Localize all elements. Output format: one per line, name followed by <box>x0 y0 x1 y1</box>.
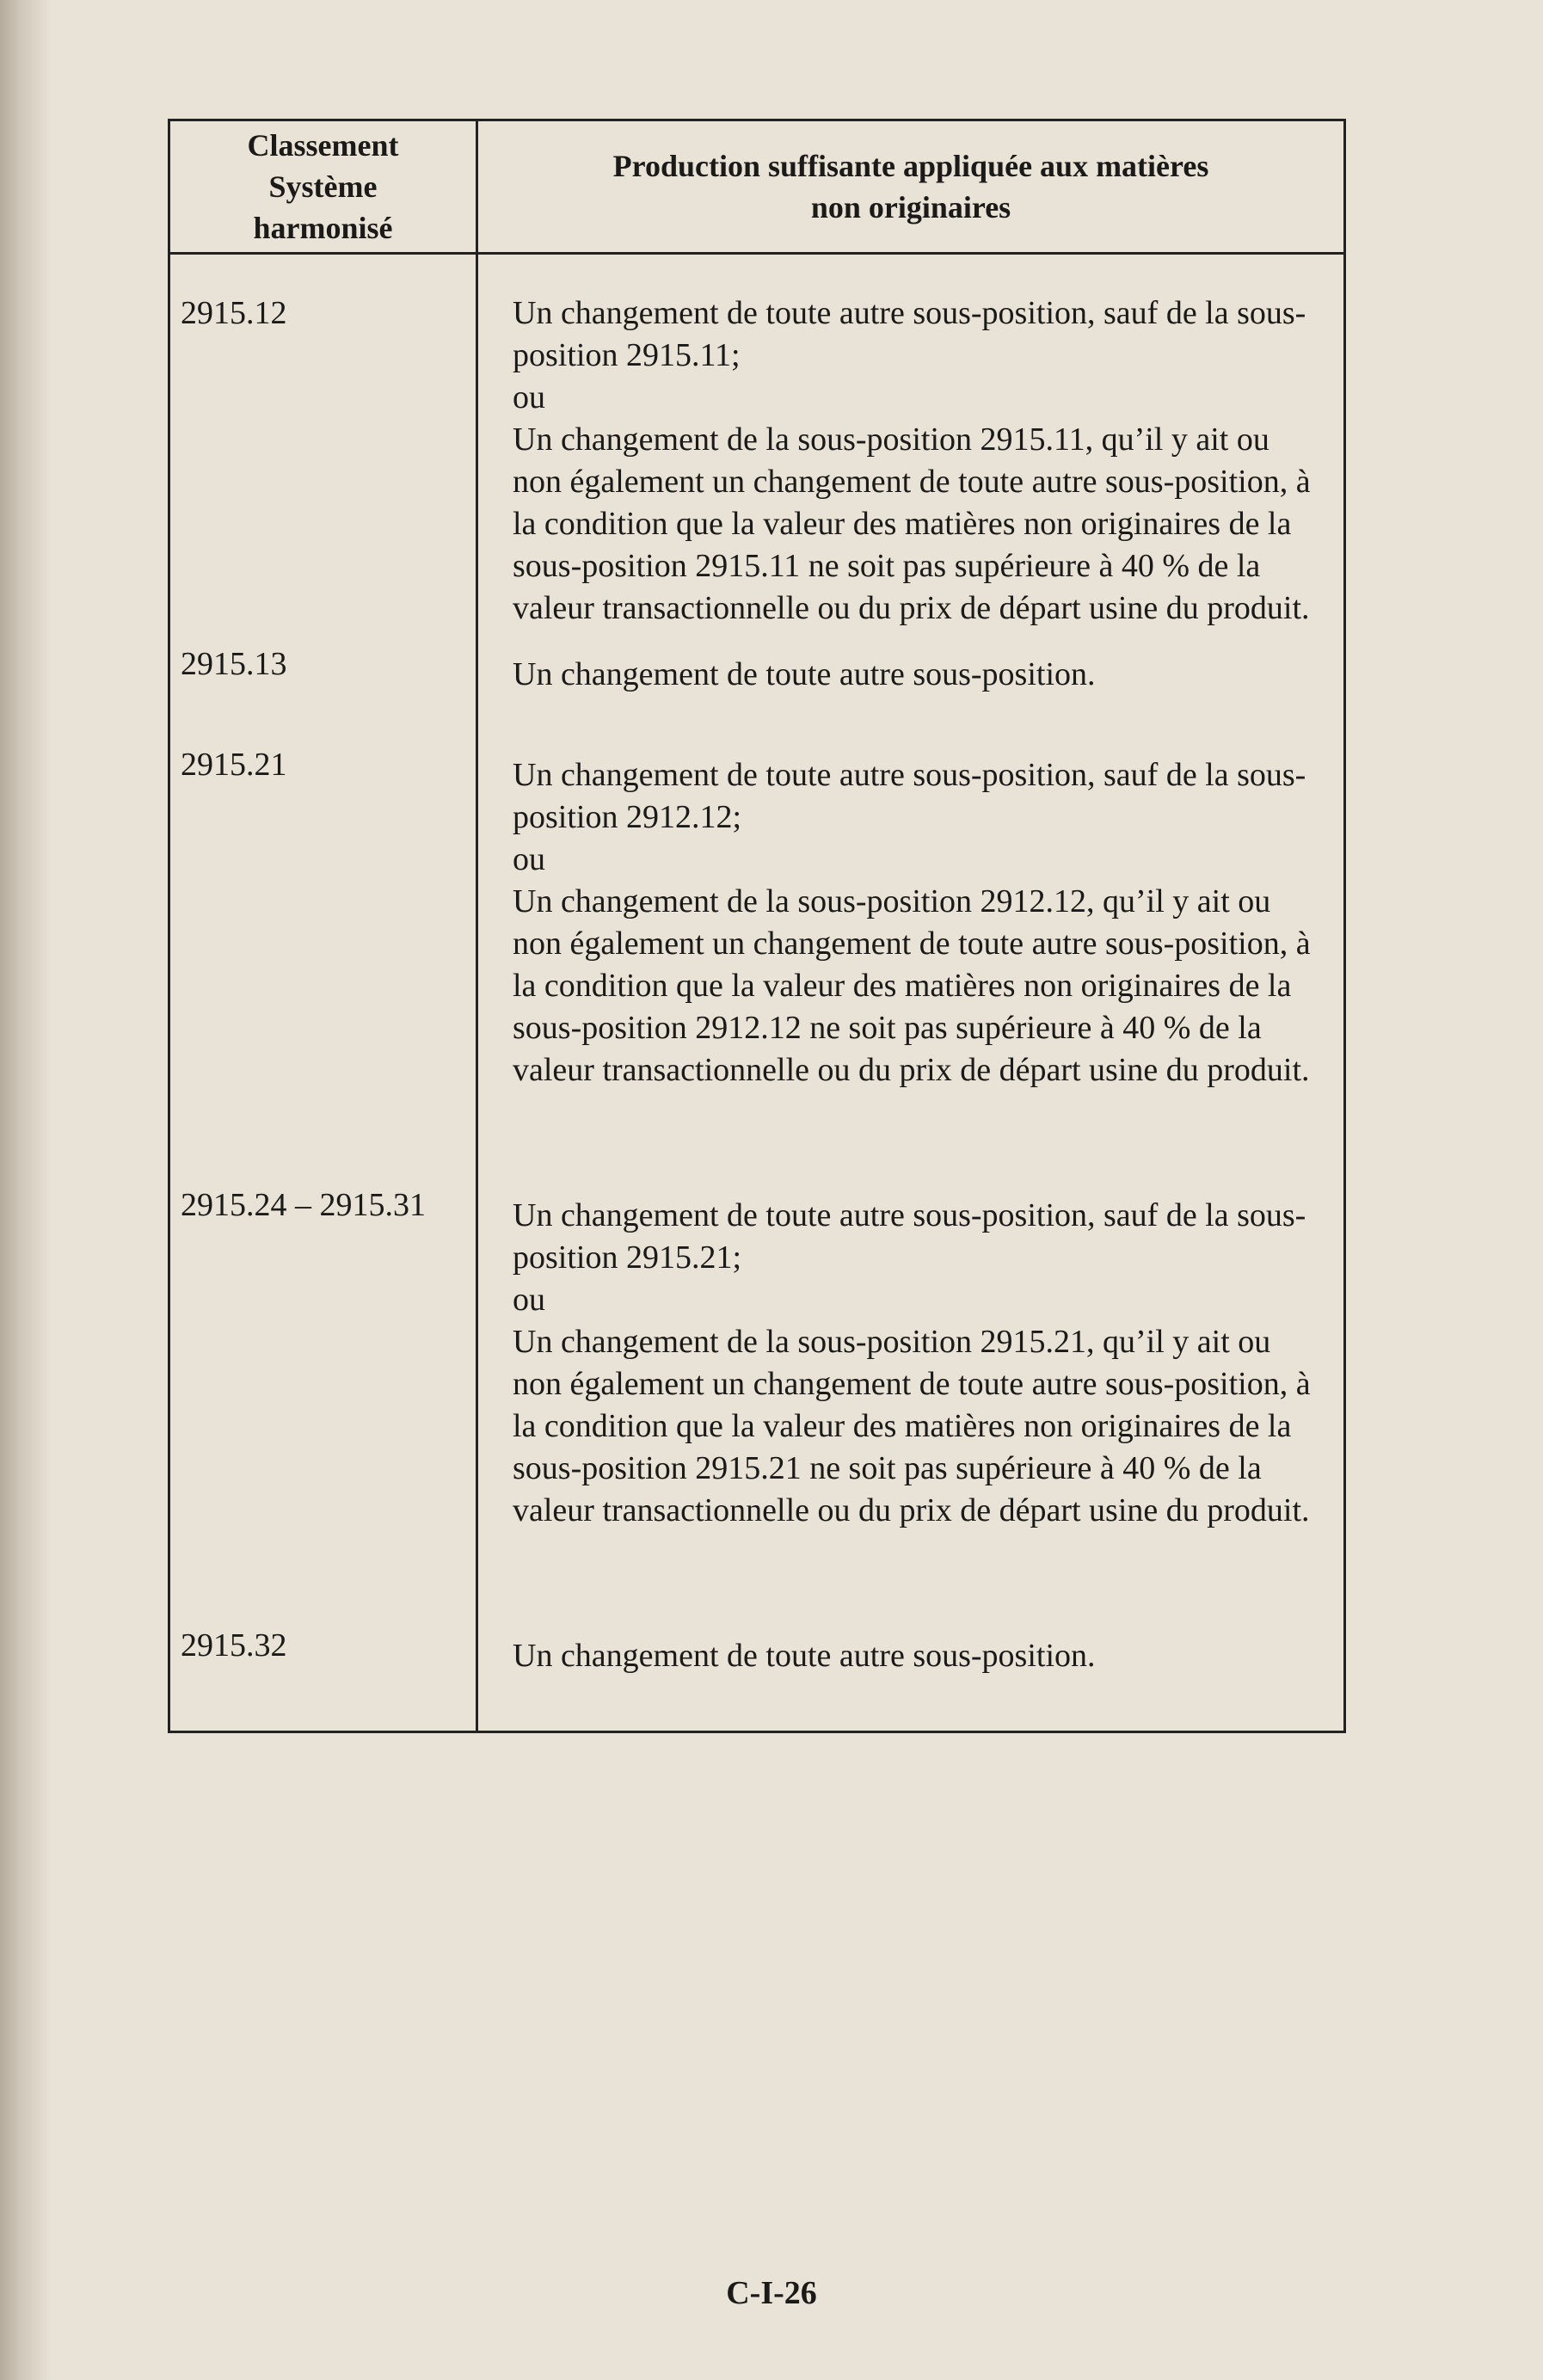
rule-text <box>477 254 1345 637</box>
header-rule-line: Production suffisante appliquée aux matières <box>612 149 1209 183</box>
rule-paragraph: Un changement de la sous-position 2915.21, qu’il y ait ou non également un changement de toute autre sous-position, à la condition que la valeur des matières non originaires de la sous-position 2915.21 ne soit pas supérieure à 40 % de la valeur transactionnelle ou du prix de départ usine du produit. <box>513 1323 1311 1528</box>
rule-text <box>477 1178 1345 1618</box>
rule-conjunction: ou <box>513 840 545 877</box>
table-row <box>169 737 1345 1178</box>
rule-text <box>477 737 1345 1178</box>
header-rule-line: non originaires <box>810 190 1011 224</box>
hs-code: 2915.13 <box>169 637 477 737</box>
header-classification <box>169 120 477 254</box>
rule-paragraph: Un changement de la sous-position 2912.12, qu’il y ait ou non également un changement de toute autre sous-position, à la condition que la valeur des matières non originaires de la sous-position 2912.12 ne soit pas supérieure à 40 % de la valeur transactionnelle ou du prix de départ usine du produit. <box>513 883 1311 1088</box>
binding-shadow <box>0 0 52 2380</box>
rule-paragraph: Un changement de toute autre sous-position. <box>513 655 1096 692</box>
rule-paragraph: Un changement de toute autre sous-position, sauf de la sous-position 2915.21; <box>513 1196 1306 1276</box>
rule-text <box>477 1618 1345 1732</box>
header-classification-line: Système <box>268 169 378 204</box>
hs-code: 2915.12 <box>169 254 477 637</box>
hs-code: 2915.24 – 2915.31 <box>169 1178 477 1618</box>
rules-of-origin-table <box>168 119 1346 1733</box>
rule-paragraph: Un changement de toute autre sous-position, sauf de la sous-position 2912.12; <box>513 756 1306 835</box>
rule-text <box>477 637 1345 737</box>
rule-paragraph: Un changement de toute autre sous-position, sauf de la sous-position 2915.11; <box>513 295 1306 373</box>
rule-paragraph: Un changement de toute autre sous-position. <box>513 1637 1096 1674</box>
header-classification-line: Classement <box>247 128 399 163</box>
table-header-row <box>169 120 1345 254</box>
rule-conjunction: ou <box>513 1281 545 1318</box>
header-rule <box>477 120 1345 254</box>
table-row <box>169 1618 1345 1732</box>
table-row <box>169 1178 1345 1618</box>
table-row <box>169 637 1345 737</box>
header-classification-line: harmonisé <box>253 211 393 245</box>
hs-code: 2915.21 <box>169 737 477 1178</box>
rule-conjunction: ou <box>513 379 545 415</box>
rule-paragraph: Un changement de la sous-position 2915.11, qu’il y ait ou non également un changement de toute autre sous-position, à la condition que la valeur des matières non originaires de la sous-position 2915.11 ne soit pas supérieure à 40 % de la valeur transactionnelle ou du prix de départ usine du produit. <box>513 421 1311 626</box>
page-number: C-I-26 <box>726 2275 817 2311</box>
table-row <box>169 254 1345 637</box>
hs-code: 2915.32 <box>169 1618 477 1732</box>
